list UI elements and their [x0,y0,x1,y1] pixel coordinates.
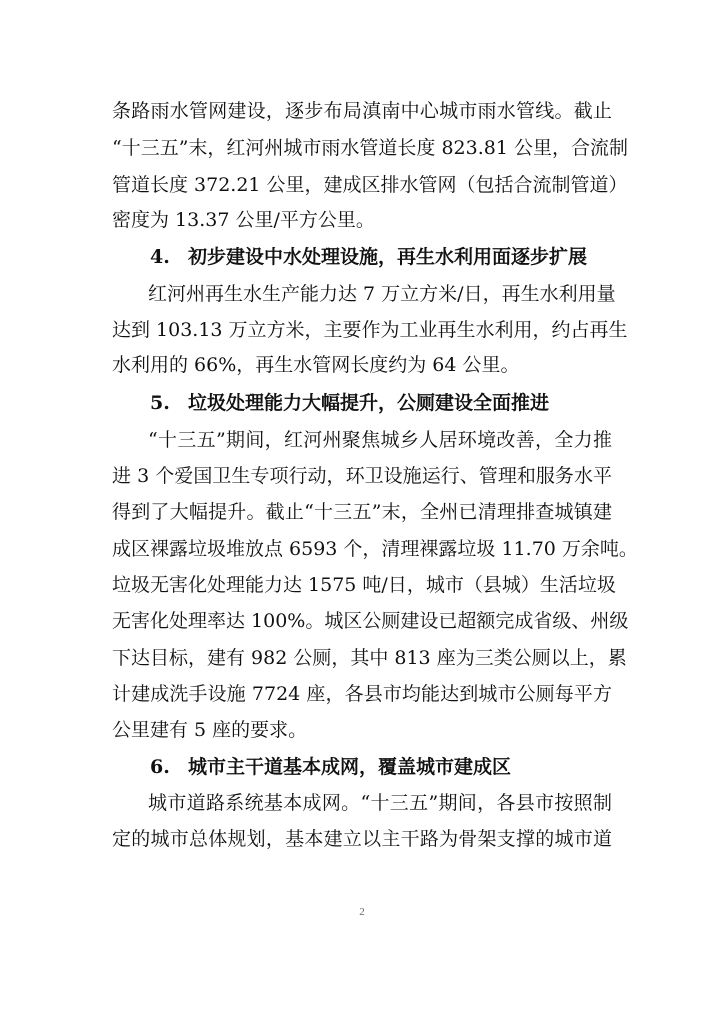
section-heading-4 [150,245,587,269]
paragraph-line: “十三五”末，红河州城市雨水管道长度 823.81 公里，合流制 [112,137,628,159]
paragraph-line: 红河州再生水生产能力达 7 万立方米/日，再生水利用量 [148,283,616,305]
section-title: 城市主干道基本成网，覆盖城市建成区 [188,756,512,778]
paragraph-line: “十三五”期间，红河州聚焦城乡人居环境改善，全力推 [148,429,612,451]
section-title: 初步建设中水处理设施，再生水利用面逐步扩展 [188,246,588,268]
section-heading-5 [150,391,549,415]
paragraph-line: 成区裸露垃圾堆放点 6593 个，清理裸露垃圾 11.70 万余吨。 [112,538,638,560]
paragraph-line: 公里建有 5 座的要求。 [112,719,308,741]
section-number: 4. [150,246,170,268]
paragraph-line: 定的城市总体规划，基本建立以主干路为骨架支撑的城市道 [112,828,612,850]
paragraph-line: 下达目标，建有 982 公厕，其中 813 座为三类公厕以上，累 [112,647,627,669]
page-number: 2 [359,906,365,918]
paragraph-line: 得到了大幅提升。截止“十三五”末，全州已清理排查城镇建 [112,501,612,523]
paragraph-line: 计建成洗手设施 7724 座，各县市均能达到城市公厕每平方 [112,683,612,705]
paragraph-line: 条路雨水管网建设，逐步布局滇南中心城市雨水管线。截止 [112,100,612,122]
paragraph-line: 水利用的 66%，再生水管网长度约为 64 公里。 [112,354,520,376]
paragraph-line: 无害化处理率达 100%。城区公厕建设已超额完成省级、州级 [112,610,629,632]
paragraph-line: 城市道路系统基本成网。“十三五”期间，各县市按照制 [148,792,612,814]
paragraph-line: 密度为 13.37 公里/平方公里。 [112,209,375,231]
paragraph-line: 进 3 个爱国卫生专项行动，环卫设施运行、管理和服务水平 [112,465,612,487]
section-number: 6. [150,756,170,778]
paragraph-line: 达到 103.13 万立方米，主要作为工业再生水利用，约占再生 [112,319,628,341]
section-title: 垃圾处理能力大幅提升，公厕建设全面推进 [188,392,550,414]
paragraph-line: 管道长度 372.21 公里，建成区排水管网（包括合流制管道） [112,174,628,196]
section-number: 5. [150,392,170,414]
paragraph-line: 垃圾无害化处理能力达 1575 吨/日，城市（县城）生活垃圾 [112,574,616,596]
section-heading-6 [150,755,511,779]
